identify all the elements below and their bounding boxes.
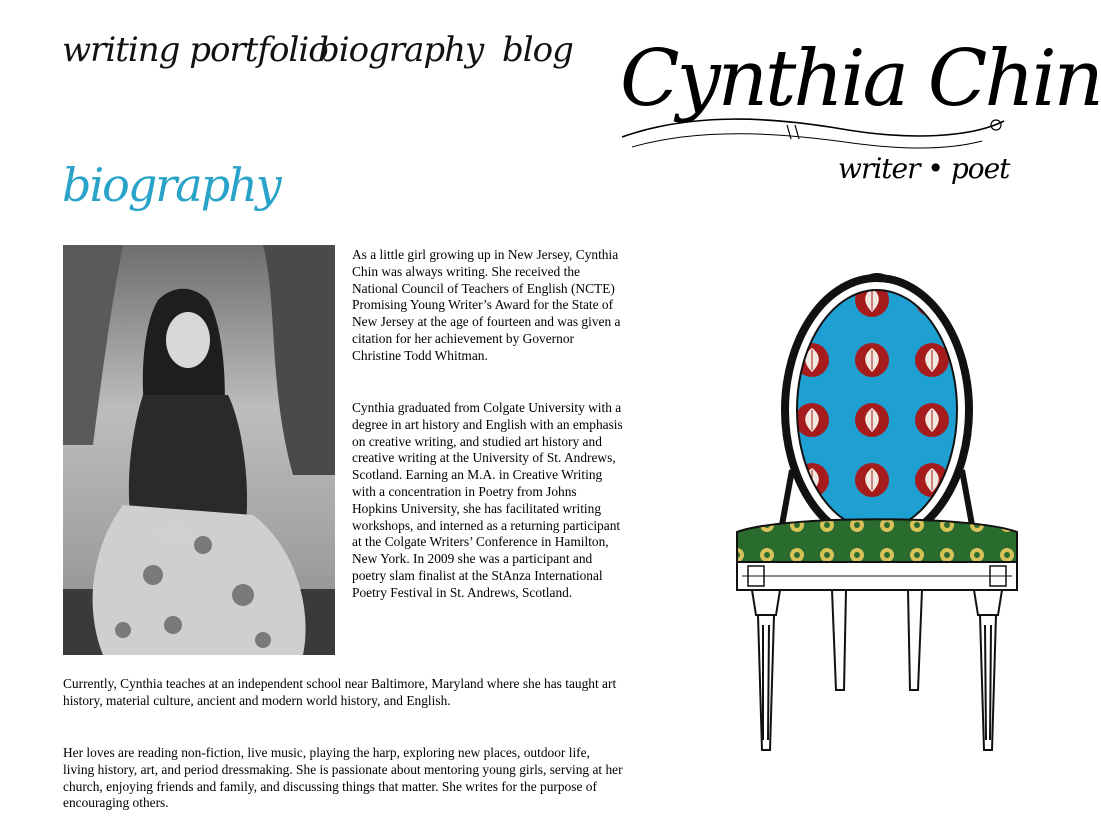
logo-tagline: writer • poet <box>838 152 1010 185</box>
logo-name: Cynthia Chin <box>620 34 1101 124</box>
site-logo[interactable] <box>612 12 1101 202</box>
bio-paragraph-4: Her loves are reading non-fiction, live music, playing the harp, exploring new places, outdoor life, living history, art, and period dressmaking. She is passionate about mentoring young girls, serving at her church, enjoying friends and family, and discussing things that matter. She writes for the purpose of encouraging others. <box>63 745 623 811</box>
page-title: biography <box>62 158 280 212</box>
bio-paragraph-2: Cynthia graduated from Colgate University with a degree in art history and English with an emphasis on creative writing, and studied art history and creative writing at the University of St. Andrews, Scotland. Earning an M.A. in Creative Writing with a concentration in Poetry from Johns Hopkins University, she has facilitated writing workshops, and interned as a returning participant at the Colgate Writers’ Conference in Hamilton, New York. In 2009 she was a participant and poetry slam finalist at the StAnza International Poetry Festival in St. Andrews, Scotland. <box>352 400 623 600</box>
nav-biography[interactable]: biography <box>318 30 484 70</box>
nav-blog[interactable]: blog <box>502 30 573 70</box>
chair-illustration <box>722 270 1032 780</box>
portrait-photo <box>63 245 335 655</box>
bio-paragraph-3: Currently, Cynthia teaches at an independent school near Baltimore, Maryland where she has taught art history, material culture, ancient and modern world history, and English. <box>63 676 617 708</box>
bio-paragraph-1: As a little girl growing up in New Jersey, Cynthia Chin was always writing. She received the National Council of Teachers of English (NCTE) Promising Young Writer’s Award for the State of New Jersey at the age of fourteen and was given a citation for her achievement by Governor Christine Todd Whitman. <box>352 247 621 363</box>
nav-writing-portfolio[interactable]: writing portfolio <box>62 30 328 70</box>
